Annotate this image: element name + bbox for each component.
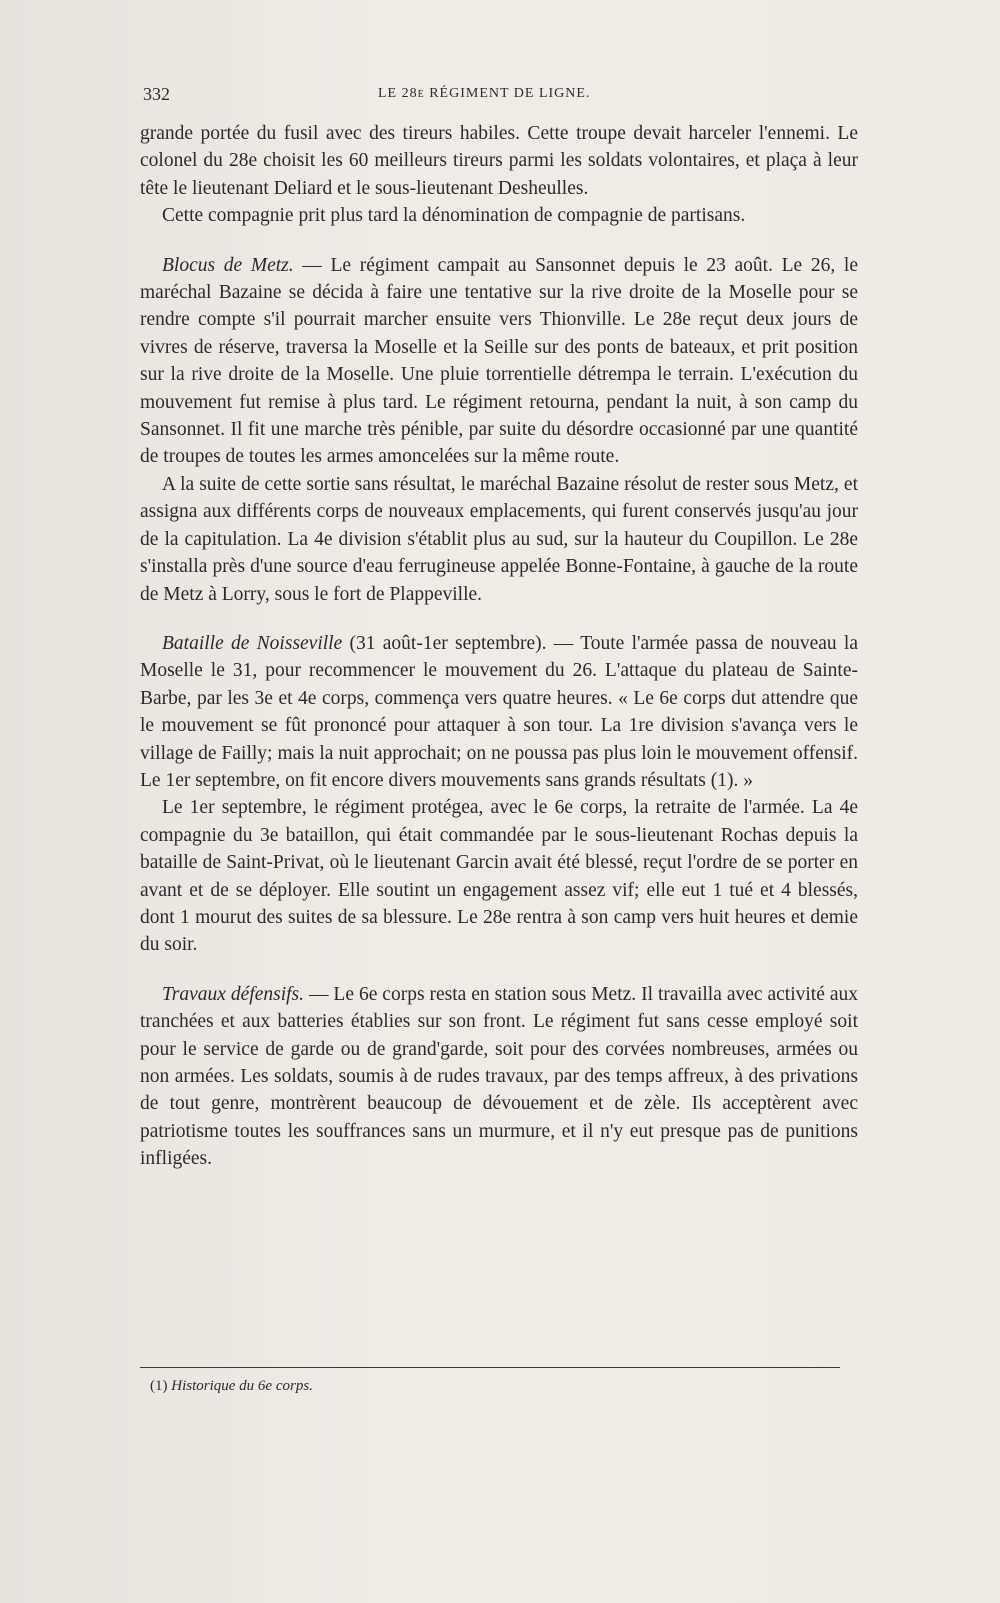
section-blocus bbox=[140, 252, 858, 471]
section-text-blocus: — Le régiment campait au Sansonnet depuis le 23 août. Le 26, le maréchal Bazaine se décida à faire une tentative sur la rive droite de la Moselle pour se rendre compte s'il pourrait marcher ensuite vers Thionville. Le 28e reçut deux jours de vivres de réserve, traversa la Moselle et la Seille sur des ponts de bateaux, et prit position sur la rive droite de la Moselle. Une pluie torrentielle détrempa le terrain. L'exécution du mouvement fut remise à plus tard. Le régiment retourna, pendant la nuit, à son camp du Sansonnet. Il fit une marche très pénible, par suite du désordre occasionné par une quantité de troupes de toutes les armes amoncelées sur la même route. bbox=[140, 254, 858, 468]
section-text-travaux: — Le 6e corps resta en station sous Metz. Il travailla avec activité aux tranchées et aux batteries établies sur son front. Le régiment fut sans cesse employé soit pour le service de garde ou de grand'garde, soit pour des corvées nombreuses, armées ou non armées. Les soldats, soumis à de rudes travaux, par des temps affreux, à des privations de tout genre, montrèrent beaucoup de dévouement et de zèle. Ils acceptèrent avec patriotisme toutes les souffrances sans un murmure, et il n'y eut presque pas de punitions infligées. bbox=[140, 983, 858, 1170]
page-header bbox=[143, 84, 843, 106]
section-text-noisseville: (31 août-1er septembre). — Toute l'armée passa de nouveau la Moselle le 31, pour recommencer le mouvement du 26. L'attaque du plateau de Sainte-Barbe, par les 3e et 4e corps, commença vers quatre heures. « Le 6e corps dut attendre que le mouvement se fût prononcé pour attaquer à son tour. La 1re division s'avança vers le village de Failly; mais la nuit approchait; on ne poussa pas plus loin le mouvement offensif. Le 1er septembre, on fit encore divers mouvements sans grands résultats (1). » bbox=[140, 632, 858, 791]
paragraph-continuation: grande portée du fusil avec des tireurs habiles. Cette troupe devait harceler l'ennemi. Le colonel du 28e choisit les 60 meilleurs tireurs parmi les soldats volontaires, et plaça à leur tête le lieutenant Deliard et le sous-lieutenant Desheulles. bbox=[140, 123, 858, 199]
section-travaux bbox=[140, 981, 858, 1173]
section-heading-travaux: Travaux défensifs. bbox=[162, 983, 304, 1005]
footnote bbox=[150, 1378, 313, 1395]
section-heading-noisseville: Bataille de Noisseville bbox=[162, 632, 343, 654]
footnote-divider bbox=[140, 1367, 840, 1368]
paragraph-bazaine: A la suite de cette sortie sans résultat, le maréchal Bazaine résolut de rester sous Metz, et assigna aux différents corps de nouveaux emplacements, qui furent conservés jusqu'au jour de la capitulation. La 4e division s'établit plus au sud, sur la hauteur du Coupillon. Le 28e s'installa près d'une source d'eau ferrugineuse appelée Bonne-Fontaine, à gauche de la route de Metz à Lorry, sous le fort de Plappeville. bbox=[140, 473, 858, 605]
paragraph-retraite: Le 1er septembre, le régiment protégea, avec le 6e corps, la retraite de l'armée. La 4e compagnie du 3e bataillon, qui était commandée par le sous-lieutenant Rochas depuis la bataille de Saint-Privat, où le lieutenant Garcin avait été blessé, reçut l'ordre de se porter en avant et de se déployer. Elle soutint un engagement assez vif; elle eut 1 tué et 4 blessés, dont 1 mourut des suites de sa blessure. Le 28e rentra à son camp vers huit heures et demie du soir. bbox=[140, 797, 858, 956]
running-head: LE 28e RÉGIMENT DE LIGNE. bbox=[378, 86, 591, 101]
section-heading-blocus: Blocus de Metz. bbox=[162, 254, 294, 276]
footnote-text: Historique du 6e corps. bbox=[171, 1378, 313, 1394]
paragraph-partisans: Cette compagnie prit plus tard la dénomination de compagnie de partisans. bbox=[162, 205, 746, 227]
footnote-marker: (1) bbox=[150, 1378, 172, 1394]
page-number: 332 bbox=[143, 84, 170, 104]
body-text bbox=[140, 120, 858, 1173]
section-noisseville bbox=[140, 630, 858, 794]
